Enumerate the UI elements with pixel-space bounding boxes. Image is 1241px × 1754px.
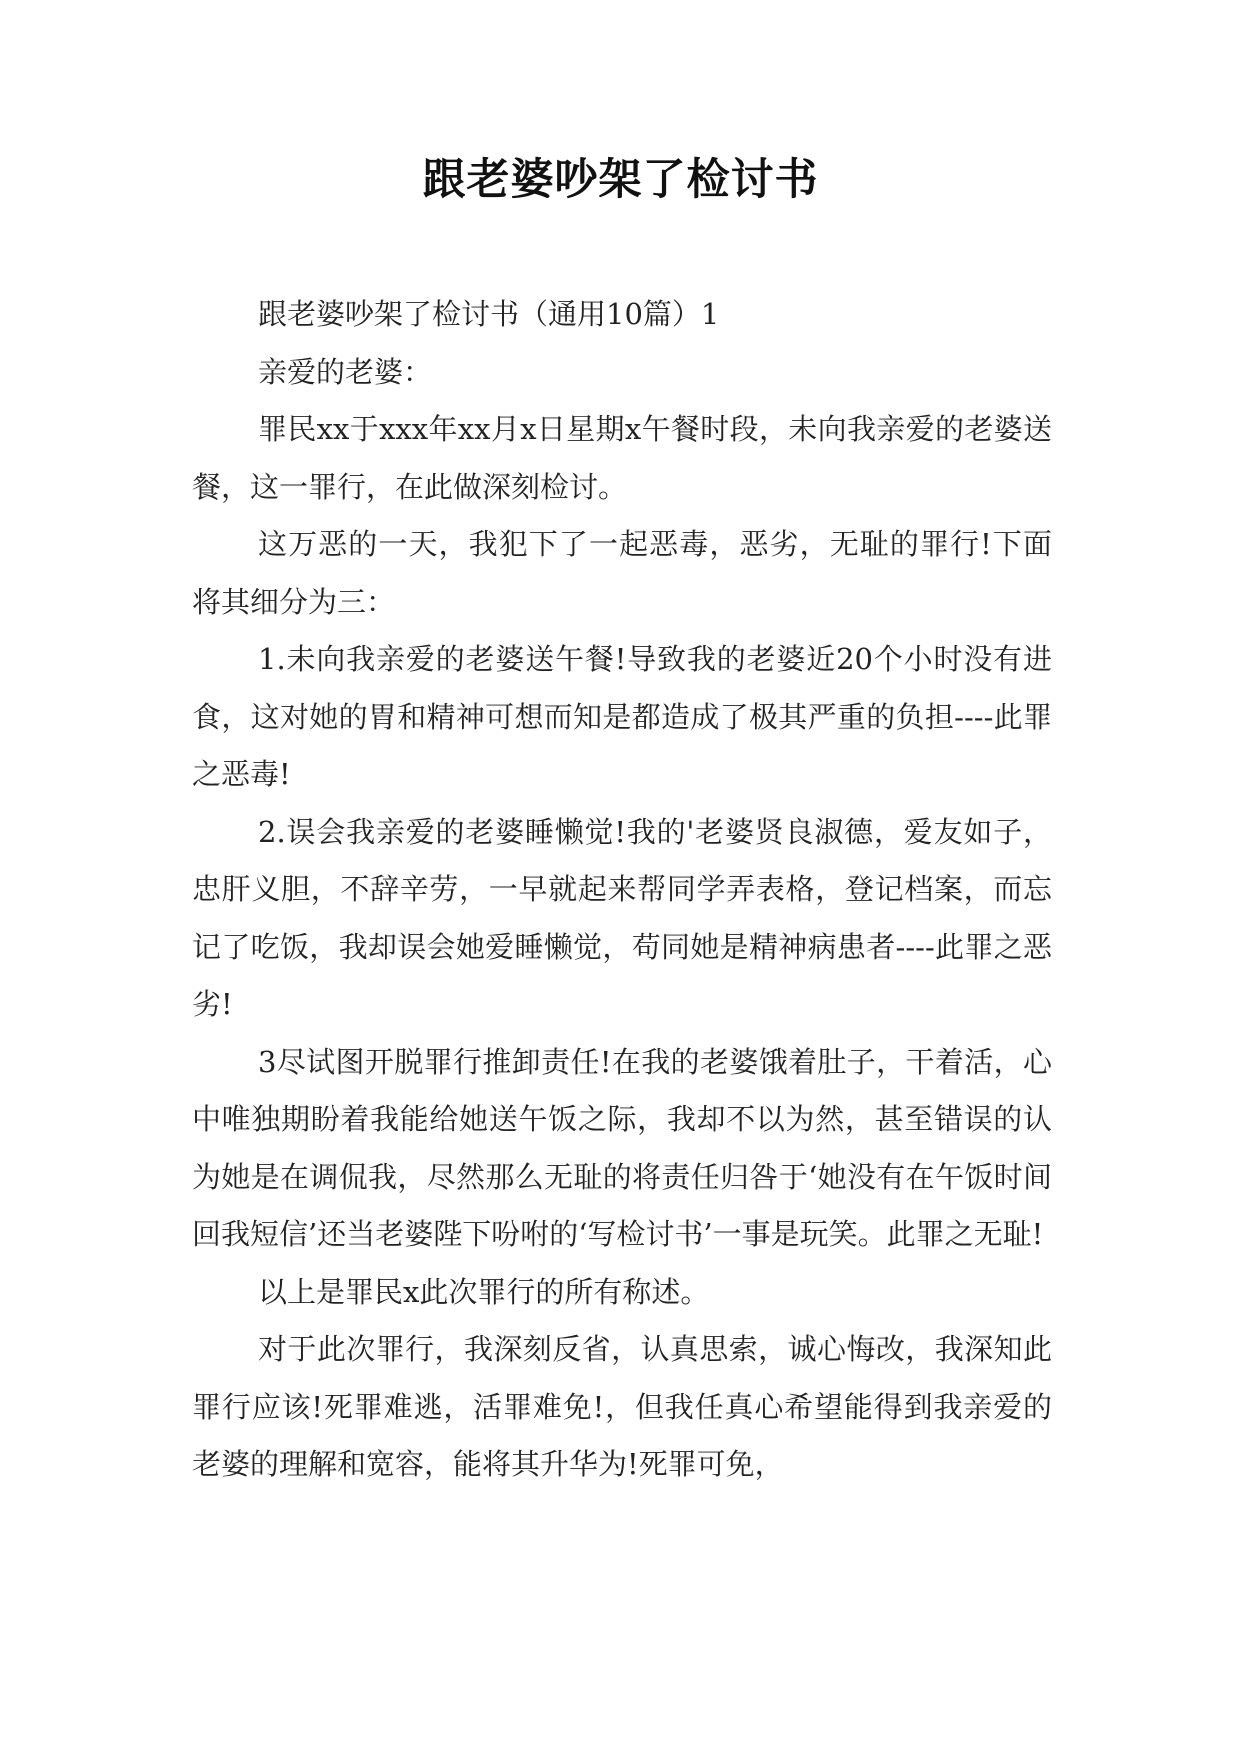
paragraph-7: 对于此次罪行，我深刻反省，认真思索，诚心悔改，我深知此罪行应该!死罪难逃，活罪难免!，但我任真心希望能得到我亲爱的老婆的理解和宽容，能将其升华为!死罪可免， bbox=[192, 1332, 1052, 1481]
paragraph-5: 3尽试图开脱罪行推卸责任!在我的老婆饿着肚子，干着活，心中唯独期盼着我能给她送午饭之际，我却不以为然，甚至错误的认为她是在调侃我，尽然那么无耻的将责任归咎于‘她没有在午饭时间回我短信’还当老婆陛下吩咐的‘写检讨书’一事是玩笑。此罪之无耻! bbox=[192, 1044, 1052, 1251]
paragraph-4: 2.误会我亲爱的老婆睡懒觉!我的'老婆贤良淑德，爱友如子，忠肝义胆，不辞辛劳，一早就起来帮同学弄表格，登记档案，而忘记了吃饭，我却误会她爱睡懒觉，苟同她是精神病患者----此罪之恶劣! bbox=[192, 814, 1052, 1021]
paragraph-2: 这万恶的一天，我犯下了一起恶毒，恶劣，无耻的罪行!下面将其细分为三： bbox=[192, 527, 1052, 619]
paragraph-heading: 跟老婆吵架了检讨书（通用10篇）1 bbox=[258, 297, 720, 331]
paragraph-6: 以上是罪民x此次罪行的所有称述。 bbox=[258, 1274, 710, 1309]
paragraph-salutation: 亲爱的老婆： bbox=[258, 354, 433, 389]
paragraph-3: 1.未向我亲爱的老婆送午餐!导致我的老婆近20个小时没有进食，这对她的胃和精神可想而知是都造成了极其严重的负担----此罪之恶毒! bbox=[192, 642, 1052, 791]
paragraph-1: 罪民xx于xxx年xx月x日星期x午餐时段，未向我亲爱的老婆送餐，这一罪行，在此做深刻检讨。 bbox=[192, 412, 1052, 504]
document-title: 跟老婆吵架了检讨书 bbox=[422, 155, 819, 205]
document-body bbox=[192, 286, 1052, 1494]
